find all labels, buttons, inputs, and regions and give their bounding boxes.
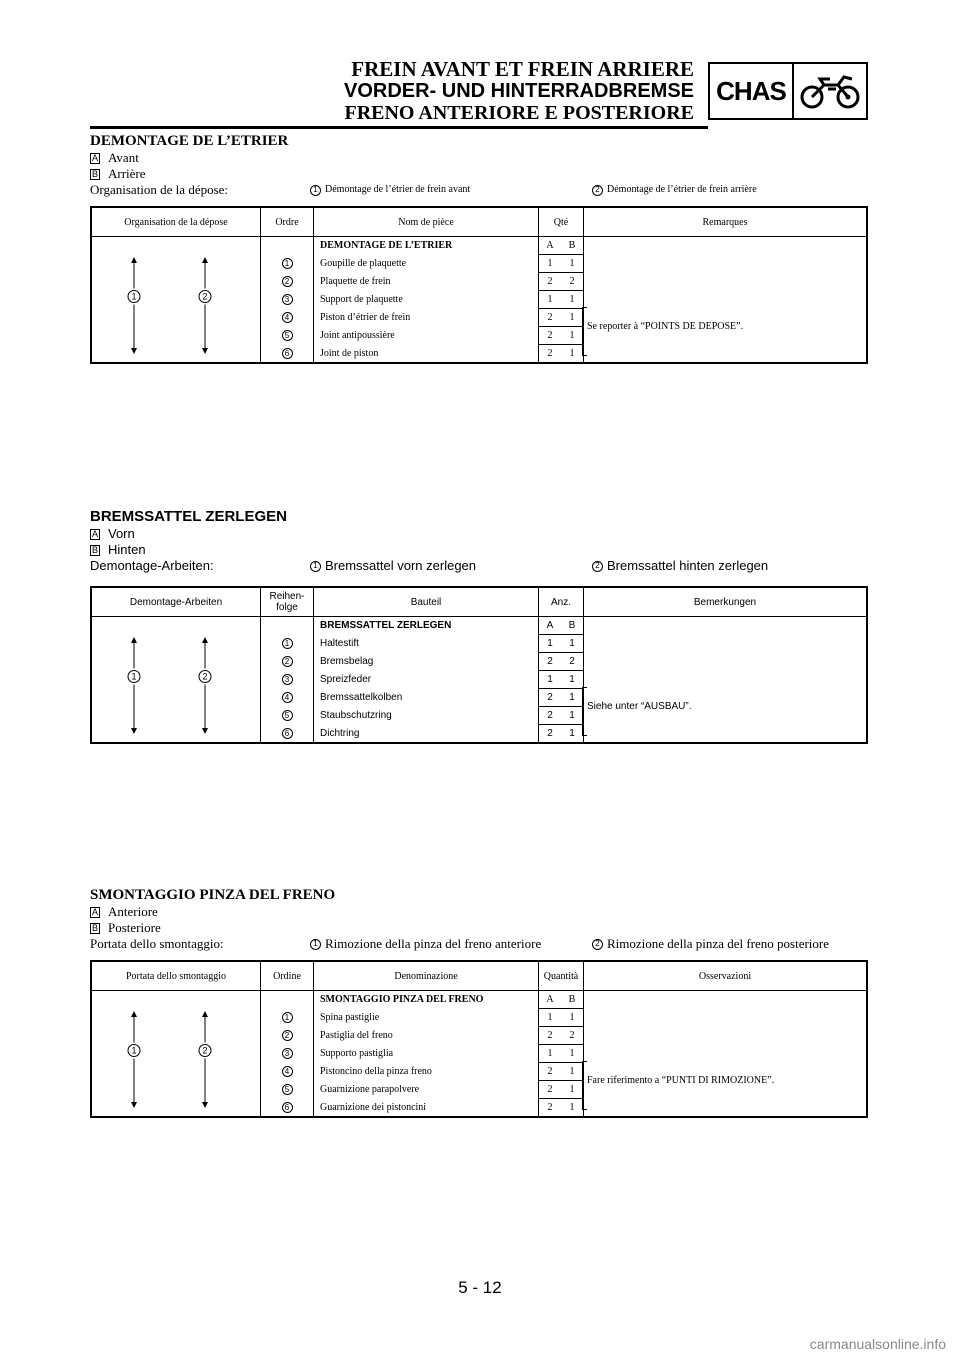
title-french: FREIN AVANT ET FREIN ARRIERE <box>351 57 694 81</box>
circled-number: 1 <box>310 939 321 950</box>
col-org-header: Portata dello smontaggio <box>91 961 261 991</box>
circled-number: 5 <box>282 1084 293 1095</box>
order-cell <box>261 653 314 671</box>
section-title: DEMONTAGE DE L’ETRIER <box>90 133 289 149</box>
legend-b <box>90 166 868 182</box>
circled-number: 6 <box>282 1102 293 1113</box>
table-row <box>91 991 867 1009</box>
part-name: Support de plaquette <box>314 291 539 309</box>
circled-number: 1 <box>282 638 293 649</box>
qty-a: 1 <box>539 291 562 309</box>
col-b-label: B <box>561 991 584 1009</box>
qty-a: 2 <box>539 327 562 345</box>
sequence-arrow-2 <box>199 257 211 354</box>
qty-b: 1 <box>561 255 584 273</box>
order-cell <box>261 1027 314 1045</box>
remarks-cell <box>584 991 868 1118</box>
org-2 <box>592 936 829 952</box>
order-cell <box>261 255 314 273</box>
org-diagram-cell <box>91 237 261 364</box>
circled-number: 2 <box>592 185 603 196</box>
order-cell <box>261 635 314 653</box>
qty-b: 1 <box>561 291 584 309</box>
qty-a: 2 <box>539 345 562 364</box>
letter-box: A <box>91 152 98 163</box>
circled-number: 2 <box>282 656 293 667</box>
qty-a: 1 <box>539 1045 562 1063</box>
circled-number: 1 <box>282 1012 293 1023</box>
order-cell <box>261 291 314 309</box>
qty-b: 1 <box>561 1009 584 1027</box>
col-order-header: Reihen- folge <box>261 587 314 617</box>
letter-box: A <box>91 528 98 539</box>
part-name: Haltestift <box>314 635 539 653</box>
page-number: 5 - 12 <box>458 1278 502 1297</box>
qty-b: 1 <box>561 725 584 744</box>
organisation-line <box>90 558 868 574</box>
table-header-row <box>91 961 867 991</box>
org-1-text: Rimozione della pinza del freno anteriore <box>325 936 542 951</box>
col-order-header: Ordine <box>261 961 314 991</box>
order-cell <box>261 689 314 707</box>
qty-b: 1 <box>561 1099 584 1118</box>
title-german: VORDER- UND HINTERRADBREMSE <box>343 80 694 102</box>
part-name: Goupille de plaquette <box>314 255 539 273</box>
motorcycle-icon <box>794 64 866 118</box>
col-name-header: Nom de pièce <box>314 207 539 237</box>
org-1 <box>310 558 476 574</box>
remarks-cell <box>584 237 868 364</box>
parts-table <box>90 960 868 1118</box>
qty-b: 1 <box>561 345 584 364</box>
qty-b: 1 <box>561 1045 584 1063</box>
order-cell <box>261 1063 314 1081</box>
org-1 <box>310 936 541 952</box>
circled-number: 6 <box>282 348 293 359</box>
qty-b: 2 <box>561 653 584 671</box>
remark-text: Siehe unter “AUSBAU”. <box>587 701 692 712</box>
order-cell <box>261 1045 314 1063</box>
part-name: Pistoncino della pinza freno <box>314 1063 539 1081</box>
qty-a: 2 <box>539 725 562 744</box>
legend-b <box>90 542 868 558</box>
sequence-arrow-2 <box>199 637 211 734</box>
qty-b: 2 <box>561 273 584 291</box>
table-header-row <box>91 587 867 617</box>
col-qty-header: Qté <box>539 207 584 237</box>
part-name: Bremsbelag <box>314 653 539 671</box>
legend-b <box>90 920 868 936</box>
qty-b: 1 <box>561 1081 584 1099</box>
sequence-arrow-1 <box>128 1011 140 1108</box>
legend-a <box>90 526 868 542</box>
org-2-text: Rimozione della pinza del freno posteriore <box>607 936 830 951</box>
title-italian: FRENO ANTERIORE E POSTERIORE <box>344 102 694 124</box>
arrow-label: 2 <box>202 291 208 302</box>
organisation-line <box>90 936 868 952</box>
order-cell <box>261 671 314 689</box>
part-name: Staubschutzring <box>314 707 539 725</box>
sequence-arrow-1 <box>128 637 140 734</box>
qty-b: 1 <box>561 671 584 689</box>
legend-text: Arrière <box>108 166 146 181</box>
group-title: SMONTAGGIO PINZA DEL FRENO <box>314 991 539 1009</box>
qty-b: 1 <box>561 689 584 707</box>
section-title: BREMSSATTEL ZERLEGEN <box>90 508 287 525</box>
order-cell <box>261 725 314 744</box>
col-org-header: Organisation de la dépose <box>91 207 261 237</box>
watermark: carmanualsonline.info <box>809 1336 946 1352</box>
section-code: CHAS <box>710 64 794 118</box>
col-org-header: Demontage-Arbeiten <box>91 587 261 617</box>
col-order-header: Ordre <box>261 207 314 237</box>
page-header-titles <box>344 58 694 124</box>
col-name-header: Denominazione <box>314 961 539 991</box>
qty-b: 1 <box>561 327 584 345</box>
col-a-label: A <box>539 991 562 1009</box>
qty-a: 2 <box>539 689 562 707</box>
header-rule <box>90 126 708 129</box>
col-remarks-header: Bemerkungen <box>584 587 868 617</box>
group-title: DEMONTAGE DE L’ETRIER <box>314 237 539 255</box>
qty-a: 2 <box>539 1081 562 1099</box>
part-name: Supporto pastiglia <box>314 1045 539 1063</box>
org-1-text: Démontage de l’étrier de frein avant <box>325 184 471 195</box>
organisation-line <box>90 182 868 198</box>
arrow-label: 1 <box>131 1045 137 1056</box>
arrow-label: 1 <box>131 671 137 682</box>
legend-text: Avant <box>108 150 139 165</box>
col-remarks-header: Remarques <box>584 207 868 237</box>
sequence-arrow-1 <box>128 257 140 354</box>
col-b-label: B <box>561 237 584 255</box>
org-label: Portata dello smontaggio: <box>90 936 224 951</box>
qty-a: 2 <box>539 1027 562 1045</box>
arrow-label: 1 <box>131 291 137 302</box>
org-diagram-cell <box>91 991 261 1118</box>
remarks-cell <box>584 617 868 744</box>
parts-table <box>90 206 868 364</box>
section-de <box>90 508 868 739</box>
order-cell <box>261 1009 314 1027</box>
circled-number: 1 <box>310 561 321 572</box>
legend-text: Hinten <box>108 542 146 557</box>
part-name: Bremssattelkolben <box>314 689 539 707</box>
legend-a <box>90 904 868 920</box>
letter-box: B <box>91 168 98 179</box>
qty-a: 1 <box>539 671 562 689</box>
part-name: Plaquette de frein <box>314 273 539 291</box>
order-cell <box>261 1099 314 1118</box>
table-header-row <box>91 207 867 237</box>
sequence-arrows <box>92 237 260 356</box>
legend-a <box>90 150 868 166</box>
circled-number: 3 <box>282 1048 293 1059</box>
order-cell <box>261 273 314 291</box>
part-name: Piston d’étrier de frein <box>314 309 539 327</box>
col-remarks-header: Osservazioni <box>584 961 868 991</box>
order-cell <box>261 707 314 725</box>
remark-text: Fare riferimento a “PUNTI DI RIMOZIONE”. <box>587 1075 775 1086</box>
circled-number: 1 <box>310 185 321 196</box>
order-cell <box>261 327 314 345</box>
section-fr <box>90 132 868 359</box>
qty-b: 1 <box>561 635 584 653</box>
col-qty-header: Anz. <box>539 587 584 617</box>
remark-text: Se reporter à “POINTS DE DEPOSE”. <box>587 321 744 332</box>
section-it <box>90 886 868 1113</box>
part-name: Guarnizione dei pistoncini <box>314 1099 539 1118</box>
col-a-label: A <box>539 237 562 255</box>
circled-number: 3 <box>282 294 293 305</box>
circled-number: 2 <box>592 561 603 572</box>
order-cell <box>261 617 314 635</box>
col-name-header: Bauteil <box>314 587 539 617</box>
part-name: Guarnizione parapolvere <box>314 1081 539 1099</box>
part-name: Joint antipoussière <box>314 327 539 345</box>
sequence-arrow-2 <box>199 1011 211 1108</box>
sequence-arrows <box>92 991 260 1110</box>
circled-number: 6 <box>282 728 293 739</box>
part-name: Pastiglia del freno <box>314 1027 539 1045</box>
part-name: Dichtring <box>314 725 539 744</box>
letter-box: B <box>91 544 98 555</box>
qty-a: 2 <box>539 1063 562 1081</box>
section-badge <box>708 62 868 120</box>
col-a-label: A <box>539 617 562 635</box>
qty-a: 1 <box>539 255 562 273</box>
org-1 <box>310 182 470 198</box>
circled-number: 2 <box>282 1030 293 1041</box>
letter-box: A <box>91 906 98 917</box>
circled-number: 5 <box>282 710 293 721</box>
circled-number: 2 <box>592 939 603 950</box>
arrow-label: 2 <box>202 671 208 682</box>
circled-number: 4 <box>282 312 293 323</box>
order-cell <box>261 1081 314 1099</box>
part-name: Joint de piston <box>314 345 539 364</box>
col-qty-header: Quantità <box>539 961 584 991</box>
org-1-text: Bremssattel vorn zerlegen <box>325 558 477 573</box>
circled-number: 4 <box>282 1066 293 1077</box>
part-name: Spreizfeder <box>314 671 539 689</box>
parts-table <box>90 586 868 744</box>
qty-b: 1 <box>561 309 584 327</box>
org-diagram-cell <box>91 617 261 744</box>
order-cell <box>261 345 314 364</box>
order-cell <box>261 309 314 327</box>
circled-number: 5 <box>282 330 293 341</box>
circled-number: 4 <box>282 692 293 703</box>
order-cell <box>261 237 314 255</box>
org-label: Organisation de la dépose: <box>90 182 229 197</box>
arrow-label: 2 <box>202 1045 208 1056</box>
circled-number: 1 <box>282 258 293 269</box>
legend-text: Vorn <box>108 526 135 541</box>
org-2-text: Bremssattel hinten zerlegen <box>607 558 769 573</box>
section-title: SMONTAGGIO PINZA DEL FRENO <box>90 887 336 903</box>
org-2 <box>592 182 757 198</box>
qty-b: 1 <box>561 1063 584 1081</box>
qty-b: 2 <box>561 1027 584 1045</box>
legend-text: Posteriore <box>108 920 161 935</box>
letter-box: B <box>91 922 98 933</box>
org-label: Demontage-Arbeiten: <box>90 558 214 573</box>
qty-b: 1 <box>561 707 584 725</box>
qty-a: 2 <box>539 273 562 291</box>
table-row <box>91 237 867 255</box>
sequence-arrows <box>92 617 260 736</box>
org-2 <box>592 558 768 574</box>
qty-a: 2 <box>539 309 562 327</box>
org-2-text: Démontage de l’étrier de frein arrière <box>607 184 757 195</box>
col-b-label: B <box>561 617 584 635</box>
order-cell <box>261 991 314 1009</box>
qty-a: 1 <box>539 635 562 653</box>
qty-a: 2 <box>539 653 562 671</box>
qty-a: 2 <box>539 707 562 725</box>
part-name: Spina pastiglie <box>314 1009 539 1027</box>
circled-number: 3 <box>282 674 293 685</box>
legend-text: Anteriore <box>108 904 158 919</box>
qty-a: 1 <box>539 1009 562 1027</box>
circled-number: 2 <box>282 276 293 287</box>
qty-a: 2 <box>539 1099 562 1118</box>
table-row <box>91 617 867 635</box>
group-title: BREMSSATTEL ZERLEGEN <box>314 617 539 635</box>
